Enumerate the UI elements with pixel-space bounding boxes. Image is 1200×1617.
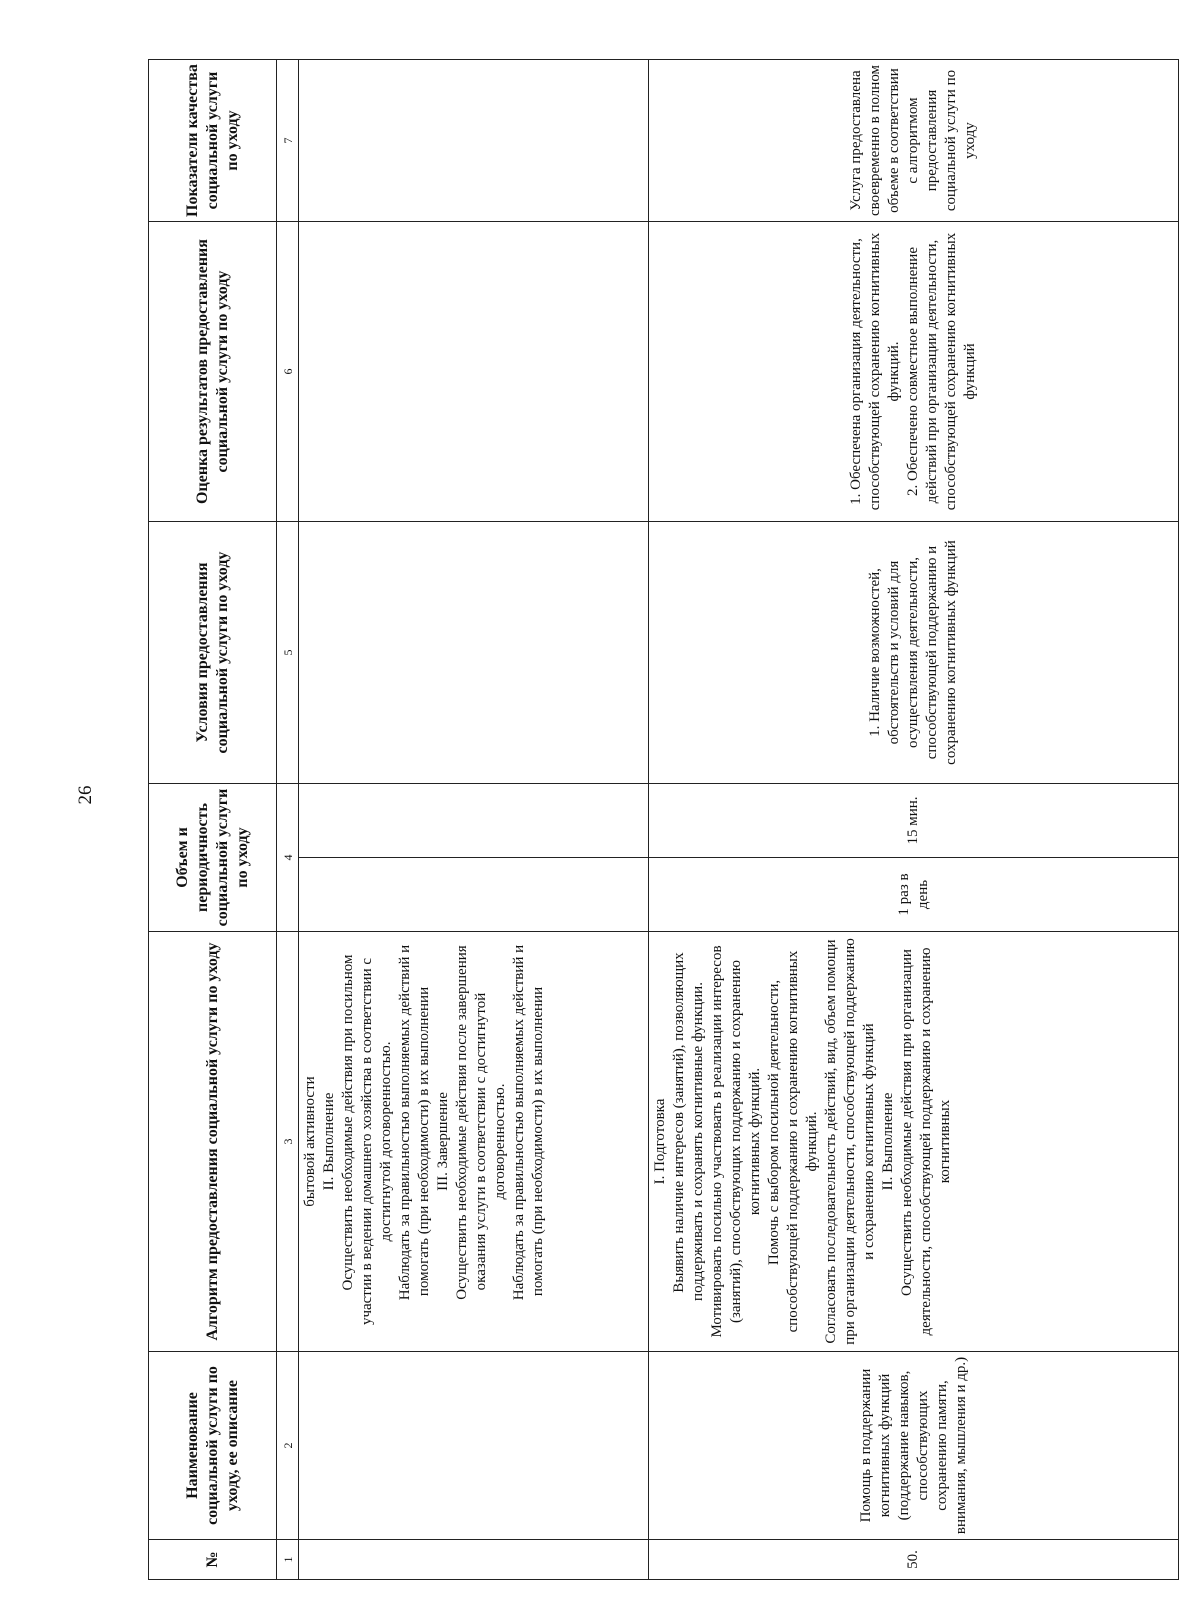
cell-volume-empty <box>299 784 649 932</box>
cell-quality: Услуга предоставлена своевременно в полном объеме в соответствии с алгоритмом предоставления социальной услуги по уходу <box>649 60 1179 222</box>
column-number: 7 <box>277 60 299 222</box>
algorithm-line: Наблюдать за правильностью выполняемых действий и помогать (при необходимости) в их выполнении <box>397 944 432 1301</box>
algorithm-line: Осуществить необходимые действия при посильном участии в ведении домашнего хозяйства в соответствии с достигнутой договоренностью. <box>340 954 394 1326</box>
rotated-table-container <box>148 60 1178 1580</box>
algorithm-section-title: II. Выполнение <box>321 1092 337 1191</box>
algorithm-line: Помочь с выбором посильной деятельности, способствующей поддержанию и сохранению когнитивных функций. <box>766 950 820 1333</box>
column-number: 2 <box>277 1352 299 1540</box>
algorithm-line: Выявить наличие интересов (занятий), позволяющих поддерживать и сохранять когнитивные функции. <box>671 952 706 1301</box>
column-number: 5 <box>277 522 299 784</box>
table-row-continuation <box>299 60 649 1580</box>
cell-service-name: Помощь в поддержании когнитивных функций (поддержание навыков, способствующих сохранению памяти, внимания, мышления и др.) <box>649 1352 1179 1540</box>
evaluation-item: 2. Обеспечено совместное выполнение действий при организации деятельности, способствующей сохранению когнитивных функций <box>905 232 978 511</box>
cell-row-number: 50. <box>649 1540 1179 1580</box>
social-services-table <box>148 59 1179 1580</box>
cell-volume <box>649 784 1179 932</box>
cell-number-empty <box>299 1540 649 1580</box>
cell-evaluation <box>649 222 1179 522</box>
column-number: 1 <box>277 1540 299 1580</box>
column-number: 4 <box>277 784 299 932</box>
algorithm-line: Наблюдать за правильностью выполняемых действий и помогать (при необходимости) в их выполнении <box>511 944 546 1301</box>
cell-conditions-empty <box>299 522 649 784</box>
column-number: 3 <box>277 932 299 1352</box>
cell-name-empty <box>299 1352 649 1540</box>
volume-duration: 15 мин. <box>905 796 921 845</box>
algorithm-line: Осуществить необходимые действия при организации деятельности, способствующей поддержанию и сохранению когнитивных <box>899 947 953 1336</box>
cell-conditions: 1. Наличие возможностей, обстоятельств и условий для осуществления деятельности, способствующей поддержанию и сохранению когнитивных функций <box>649 522 1179 784</box>
header-service-name: Наименование социальной услуги по уходу, ее описание <box>149 1352 277 1540</box>
cell-algorithm <box>649 932 1179 1352</box>
algorithm-section-title: II. Выполнение <box>880 1092 896 1191</box>
algorithm-line: бытовой активности <box>302 1076 318 1207</box>
algorithm-section-title: I. Подготовка <box>652 1098 668 1185</box>
header-number: № <box>149 1540 277 1580</box>
header-quality: Показатели качества социальной услуги по уходу <box>149 60 277 222</box>
volume-frequency: 1 раз в день <box>895 873 931 916</box>
algorithm-line: Мотивировать посильно участвовать в реализации интересов (занятий), способствующих поддержанию и сохранению когнитивных функций. <box>709 945 763 1338</box>
page-number: 26 <box>75 785 96 805</box>
cell-evaluation-empty <box>299 222 649 522</box>
header-conditions: Условия предоставления социальной услуги по уходу <box>149 522 277 784</box>
column-number: 6 <box>277 222 299 522</box>
algorithm-section-title: III. Завершение <box>435 1092 451 1191</box>
table-header-row <box>149 60 277 1580</box>
evaluation-item: 1. Обеспечена организация деятельности, способствующей сохранению когнитивных функций. <box>848 232 902 511</box>
column-number-row <box>277 60 299 1580</box>
header-algorithm: Алгоритм предоставления социальной услуги по уходу <box>149 932 277 1352</box>
table-row-50 <box>649 60 1179 1580</box>
cell-quality-empty <box>299 60 649 222</box>
header-volume: Объем и периодичность социальной услуги по уходу <box>149 784 277 932</box>
algorithm-line: Осуществить необходимые действия после завершения оказания услуги в соответствии с достигнутой договоренностью. <box>454 945 508 1300</box>
cell-algorithm-continuation <box>299 932 649 1352</box>
header-evaluation: Оценка результатов предоставления социальной услуги по уходу <box>149 222 277 522</box>
algorithm-line: Согласовать последовательность действий, вид, объем помощи при организации деятельности, способствующей поддержанию и сохранению когнитивных функций <box>823 938 877 1345</box>
